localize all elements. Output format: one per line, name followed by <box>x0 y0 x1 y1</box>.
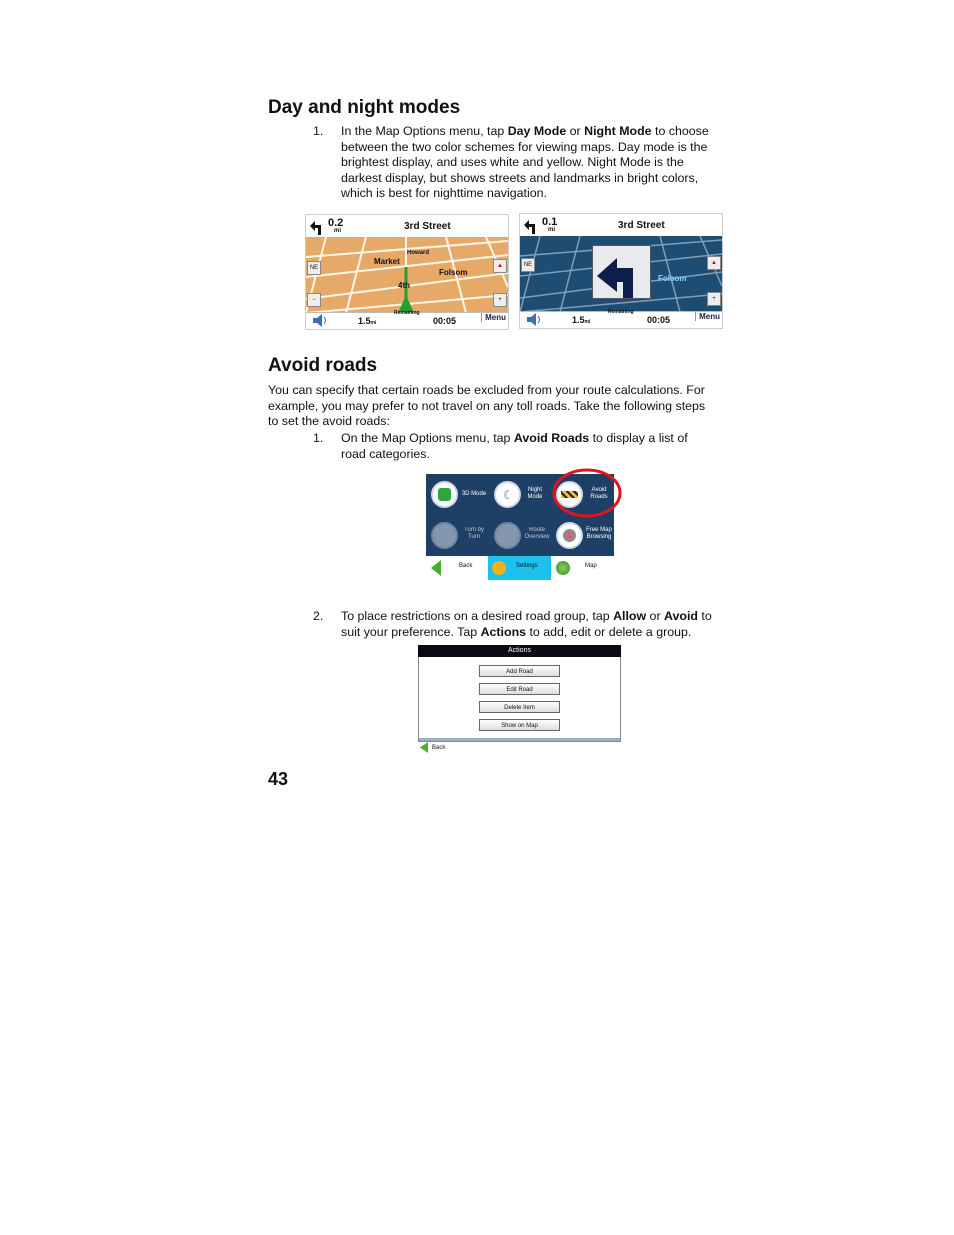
step-text: In the Map Options menu, tap Day Mode or Night Mode to choose between the two color schemes for viewing maps. Day mode is the brightest display, and uses white and yellow. Night Mode is the darkest display, but shows streets and landmarks in bright colors, which is best for nighttime navigation. <box>341 124 709 201</box>
section-heading-avoid-roads: Avoid roads <box>268 355 378 376</box>
globe-icon <box>556 561 570 575</box>
turn-left-icon <box>309 218 325 235</box>
speaker-icon[interactable] <box>526 313 542 326</box>
map-button[interactable]: Map <box>585 563 597 569</box>
zoom-in-icon[interactable]: + <box>707 292 721 306</box>
back-arrow-icon[interactable] <box>420 742 429 753</box>
night-mode-icon[interactable]: ☾ <box>494 481 521 508</box>
gps-icon[interactable]: ▲ <box>493 259 507 273</box>
delete-item-button[interactable]: Delete Item <box>479 701 560 713</box>
3d-mode-icon[interactable] <box>431 481 458 508</box>
route-overview-icon[interactable] <box>494 522 521 549</box>
section-heading-day-night: Day and night modes <box>268 97 461 118</box>
gear-icon <box>492 561 506 575</box>
actions-title: Actions <box>418 645 621 657</box>
menu-bottom-bar <box>426 556 614 580</box>
day-mode-screenshot: 0.2 mi 3rd Street Market Howard Folsom 4th NE ▲ + − Remaining 1.5mi 00:05 Menu <box>305 214 509 330</box>
edit-road-button[interactable]: Edit Road <box>479 683 560 695</box>
day-map-streets <box>306 237 508 313</box>
zoom-out-icon[interactable]: − <box>307 293 321 307</box>
map-options-screenshot: 3D Mode ☾ Night Mode Avoid Roads Turn by Turn Route Overview Free Map Browsing Back Settings Map <box>426 474 614 582</box>
back-button[interactable]: Back <box>432 745 446 751</box>
free-map-browsing-icon[interactable] <box>556 522 583 549</box>
turn-left-icon <box>523 217 539 234</box>
turn-arrow-icon <box>593 246 650 298</box>
step-number: 1. <box>313 431 324 445</box>
step-number: 2. <box>313 609 324 623</box>
back-button[interactable]: Back <box>459 563 473 569</box>
step-text: To place restrictions on a desired road group, tap Allow or Avoid to suit your preference. Tap Actions to add, edit or delete a group. <box>341 609 712 639</box>
intro-paragraph: You can specify that certain roads be excluded from your route calculations. For example, you may prefer to not travel on any toll roads. Take the following steps to set the avoid roads: <box>268 383 706 429</box>
current-street: 3rd Street <box>618 220 665 231</box>
speaker-icon[interactable] <box>312 314 328 327</box>
zoom-in-icon[interactable]: + <box>493 293 507 307</box>
current-street: 3rd Street <box>404 221 451 232</box>
compass-heading[interactable]: NE <box>307 261 321 275</box>
night-mode-screenshot: 0.1 mi 3rd Street Folsom NE ▲ + Remaining 1.5mi 00:05 Menu <box>519 213 723 329</box>
turn-by-turn-icon[interactable] <box>431 522 458 549</box>
back-arrow-icon[interactable] <box>431 560 444 576</box>
highlight-circle <box>552 468 622 518</box>
settings-tab[interactable]: Settings <box>488 556 551 580</box>
gps-icon[interactable]: ▲ <box>707 256 721 270</box>
turn-preview <box>592 245 651 299</box>
menu-button[interactable]: Menu <box>695 312 720 321</box>
add-road-button[interactable]: Add Road <box>479 665 560 677</box>
show-on-map-button[interactable]: Show on Map <box>479 719 560 731</box>
menu-button[interactable]: Menu <box>481 313 506 322</box>
step-text: On the Map Options menu, tap Avoid Roads to display a list of road categories. <box>341 431 688 461</box>
step-number: 1. <box>313 124 324 138</box>
compass-heading[interactable]: NE <box>521 258 535 272</box>
page-number: 43 <box>268 769 289 789</box>
actions-screenshot <box>418 645 621 755</box>
